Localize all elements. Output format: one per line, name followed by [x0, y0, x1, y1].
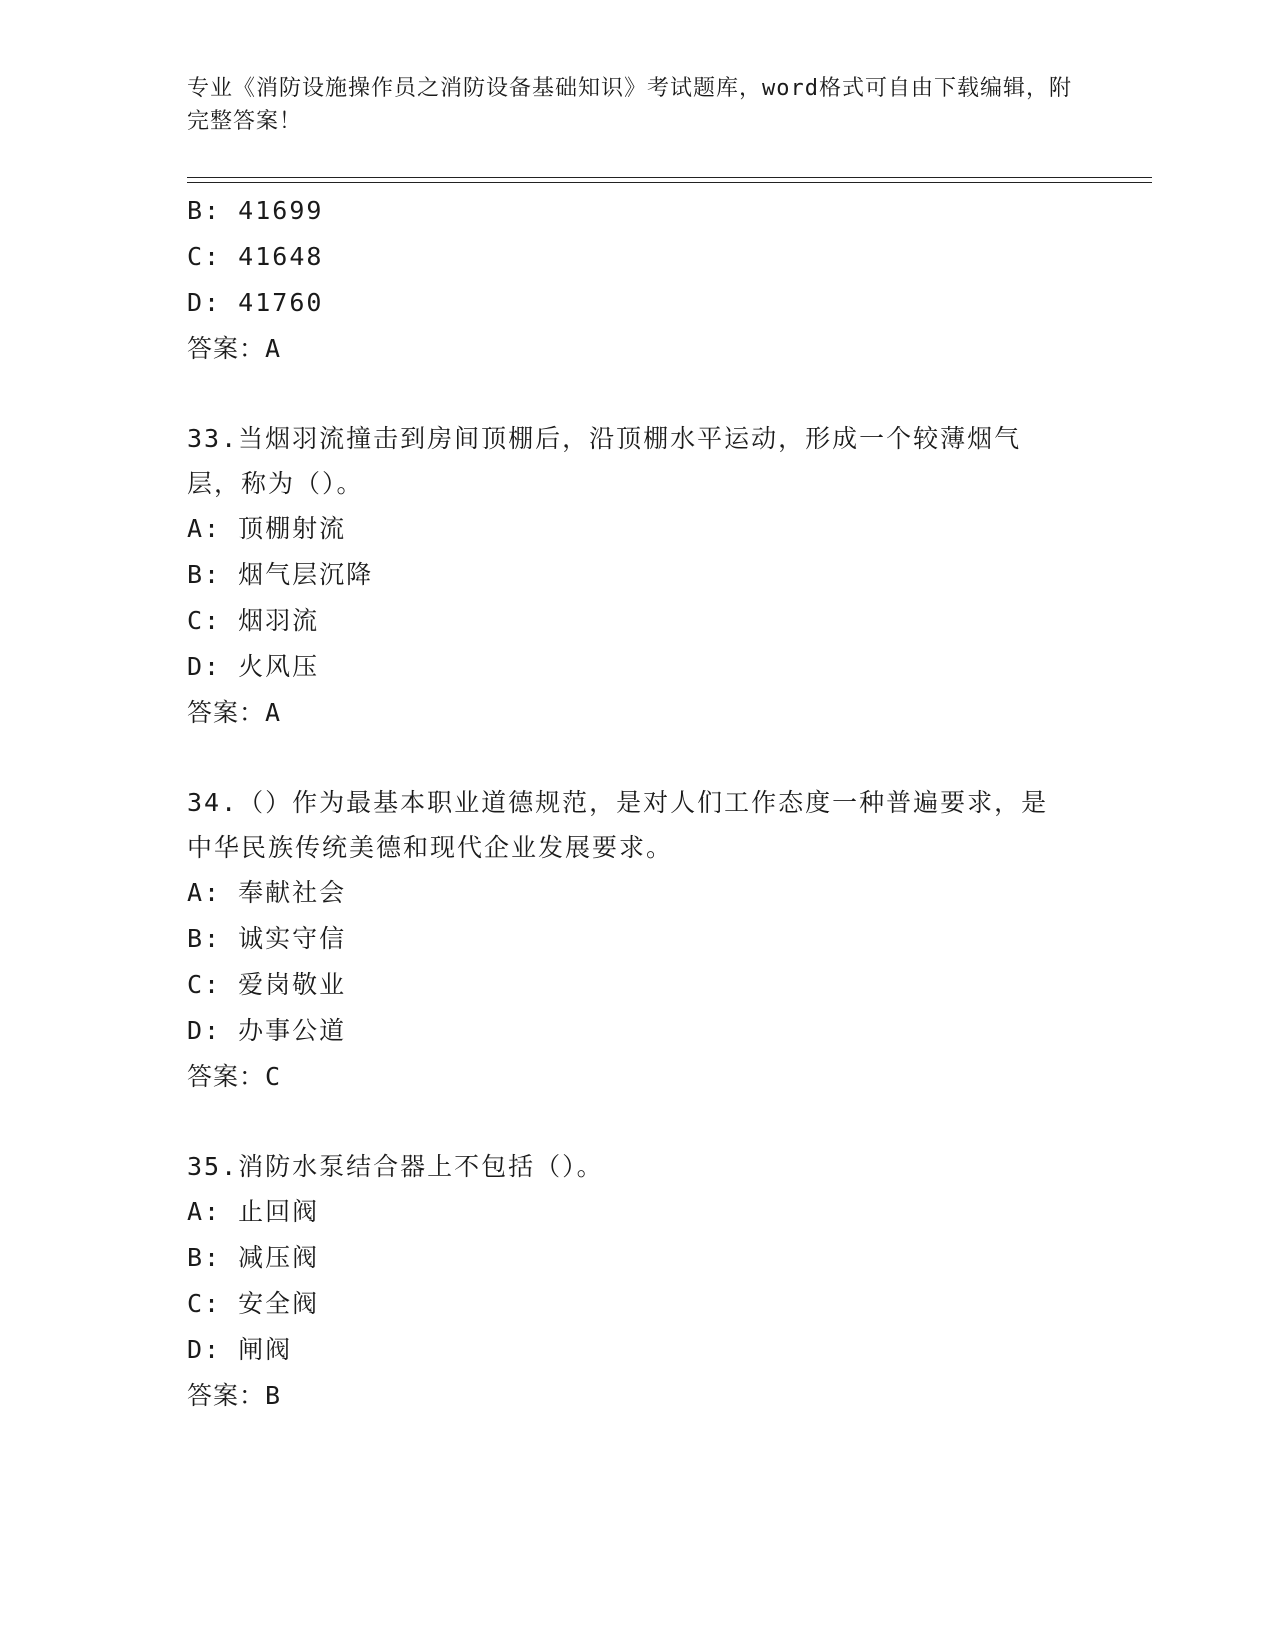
option-d: D: 办事公道 — [187, 1016, 347, 1045]
answer: 答案：C — [187, 1062, 282, 1091]
option-d: D: 41760 — [187, 288, 324, 317]
option-d: D: 火风压 — [187, 652, 320, 681]
header-rule-bottom — [187, 182, 1152, 183]
document-body — [187, 188, 1087, 1419]
option-b: B: 烟气层沉降 — [187, 560, 374, 589]
option-a: A: 奉献社会 — [187, 878, 347, 907]
option-d: D: 闸阀 — [187, 1335, 293, 1364]
answer: 答案：B — [187, 1381, 282, 1410]
header-rule-top — [187, 177, 1152, 178]
option-c: C: 41648 — [187, 242, 324, 271]
question-stem: 34.（）作为最基本职业道德规范，是对人们工作态度一种普遍要求，是中华民族传统美德和现代企业发展要求。 — [187, 788, 1049, 862]
question-33 — [187, 416, 1087, 736]
option-b: B: 41699 — [187, 196, 324, 225]
option-c: C: 安全阀 — [187, 1289, 320, 1318]
option-b: B: 减压阀 — [187, 1243, 320, 1272]
question-stem: 33.当烟羽流撞击到房间顶棚后，沿顶棚水平运动，形成一个较薄烟气层，称为（）。 — [187, 424, 1022, 498]
option-c: C: 烟羽流 — [187, 606, 320, 635]
option-a: A: 止回阀 — [187, 1197, 320, 1226]
answer: 答案：A — [187, 698, 282, 727]
option-a: A: 顶棚射流 — [187, 514, 347, 543]
answer: 答案：A — [187, 334, 282, 363]
option-b: B: 诚实守信 — [187, 924, 347, 953]
option-c: C: 爱岗敬业 — [187, 970, 347, 999]
continued-question — [187, 188, 1087, 372]
question-35 — [187, 1144, 1087, 1419]
document-header — [187, 72, 1087, 138]
question-34 — [187, 780, 1087, 1100]
header-title: 专业《消防设施操作员之消防设备基础知识》考试题库，word格式可自由下载编辑，附完整答案！ — [187, 76, 1072, 134]
question-stem: 35.消防水泵结合器上不包括（）。 — [187, 1152, 604, 1181]
